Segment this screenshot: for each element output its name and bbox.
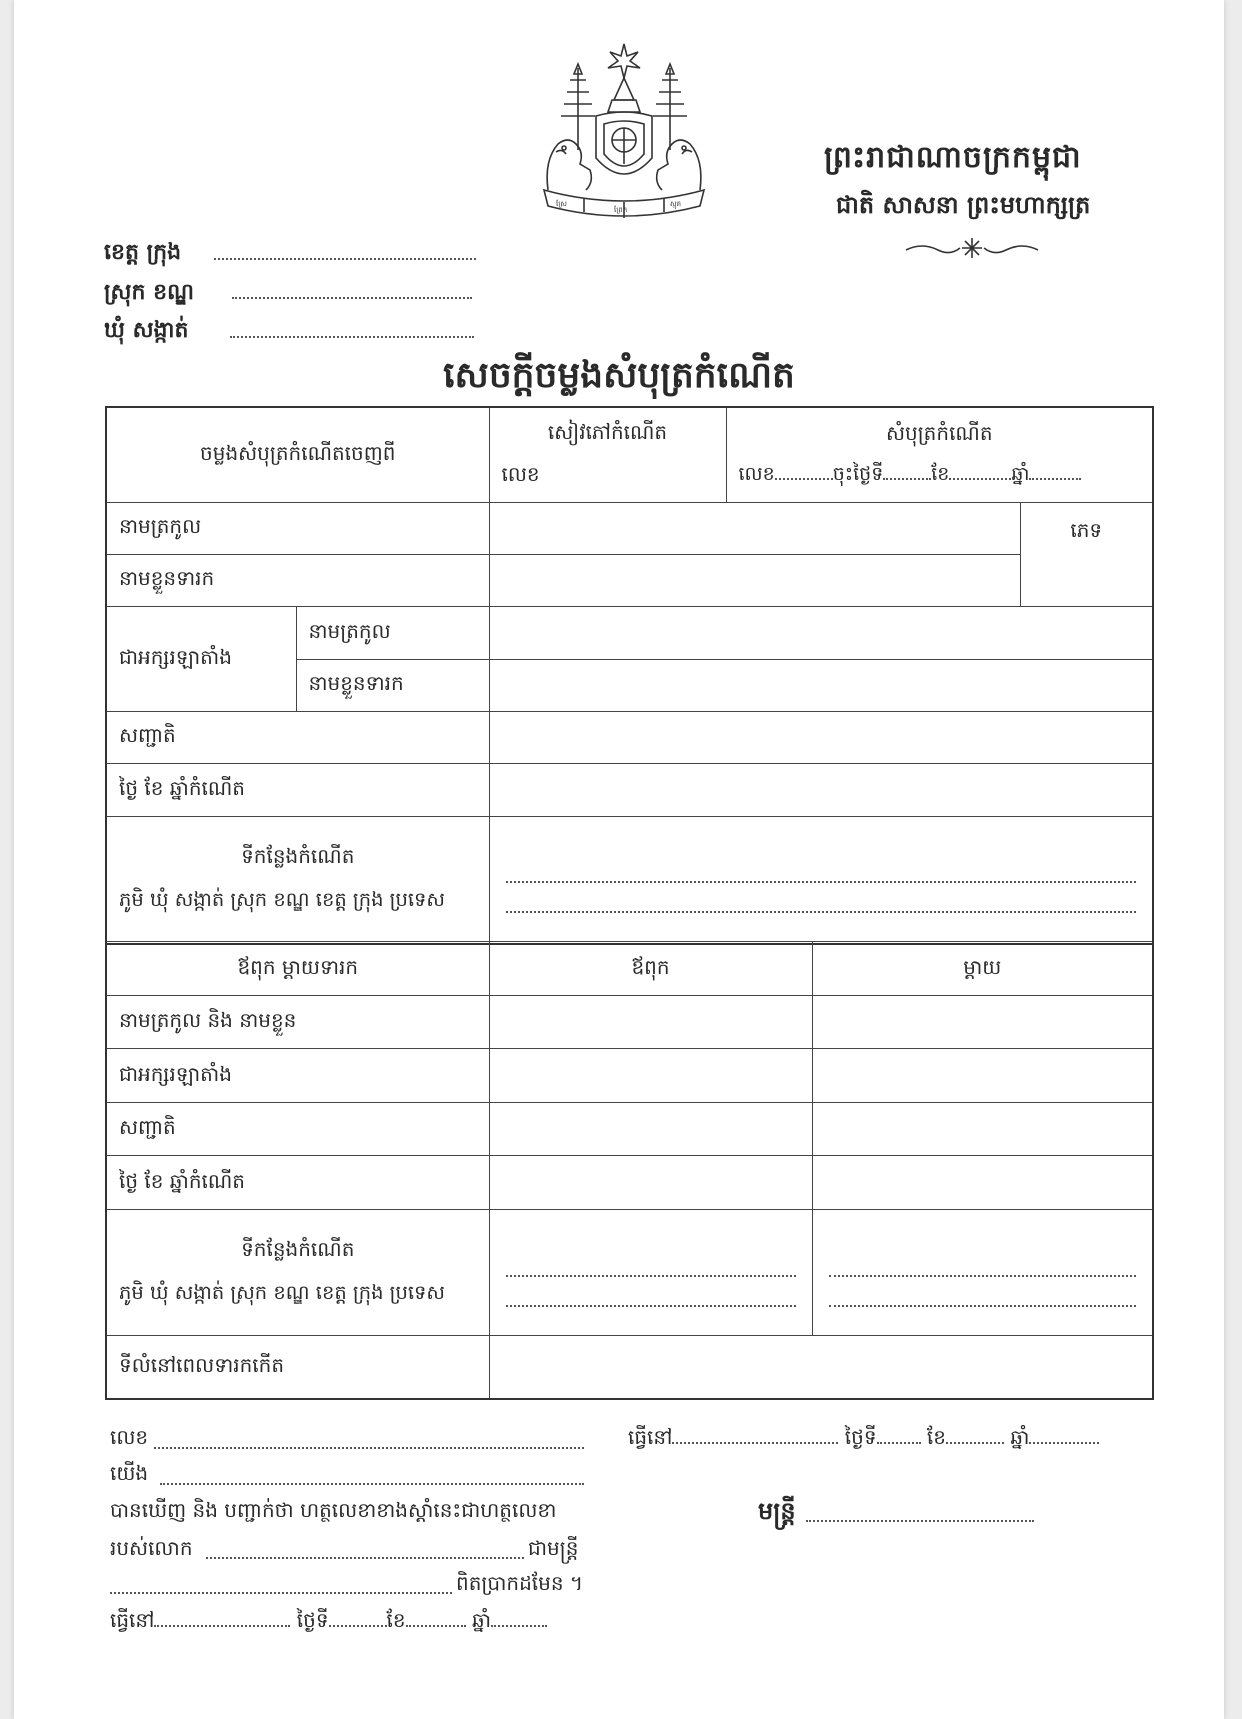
ornament-divider-icon — [902, 236, 1042, 260]
document-title: សេចក្តីចម្លងសំបុត្រកំណើត — [443, 355, 795, 396]
district-label: ស្រុក ខណ្ឌ — [104, 280, 194, 305]
footer-date-line — [110, 1607, 547, 1637]
cert-date-label: ចុះថ្ងៃទី — [832, 462, 884, 485]
right-month-label: ខែ — [926, 1425, 946, 1449]
district-field[interactable] — [232, 297, 472, 299]
footer-we-label: យើង — [110, 1461, 149, 1485]
right-day-field[interactable] — [877, 1442, 921, 1444]
parent-latin-label: ជាអក្សរឡាតាំង — [106, 1049, 489, 1103]
province-label: ខេត្ត ក្រុង — [104, 240, 182, 265]
right-made-at-field[interactable] — [672, 1442, 838, 1444]
child-birthplace-cell — [106, 816, 489, 944]
child-nationality-field[interactable] — [489, 711, 1153, 763]
footer-made-at-field[interactable] — [154, 1625, 290, 1627]
sex-label: ភេទ — [1020, 502, 1153, 606]
father-birthplace-field[interactable] — [489, 1210, 812, 1336]
register-book-cell — [489, 407, 726, 502]
document-page — [14, 0, 1224, 1719]
right-year-label: ឆ្នាំ — [1010, 1425, 1030, 1449]
commune-field[interactable] — [230, 336, 474, 338]
cert-month-label: ខែ — [931, 462, 950, 485]
parents-header-label: ឪពុក ម្តាយទារក — [106, 942, 489, 996]
footer-day-label: ថ្ងៃទី — [296, 1608, 329, 1632]
child-dob-label: ថ្ងៃ ខែ ឆ្នាំកំណើត — [106, 763, 489, 816]
cert-month-field[interactable] — [949, 478, 1011, 480]
mother-nationality-field[interactable] — [812, 1103, 1153, 1156]
footer-year-label: ឆ្នាំ — [471, 1608, 491, 1632]
parent-fullname-label: នាមត្រកូល និង នាមខ្លួន — [106, 996, 489, 1049]
footer-true-label: ពិតប្រាកដមែន ។ — [456, 1571, 584, 1595]
emblem-label: ព្រែក — [614, 206, 628, 214]
child-birthplace-field[interactable] — [489, 816, 1153, 944]
footer-month-label: ខែ — [386, 1608, 406, 1632]
parent-birthplace-label: ទីកន្លែងកំណើត — [241, 1237, 355, 1261]
latin-label: ជាអក្សរឡាតាំង — [106, 606, 296, 711]
kingdom-title: ព្រះរាជាណាចក្រកម្ពុជា — [824, 140, 1082, 175]
child-surname-label: នាមត្រកូល — [106, 502, 489, 554]
register-book-label: សៀវភៅកំណើត — [547, 419, 668, 444]
footer-official-label: ជាមន្ត្រី — [528, 1536, 579, 1560]
residence-field[interactable] — [489, 1336, 1153, 1399]
cert-number-field[interactable] — [775, 478, 833, 480]
national-motto: ជាតិ សាសនា ព្រះមហាក្សត្រ — [836, 191, 1091, 219]
footer-we-field[interactable] — [160, 1483, 584, 1485]
latin-surname-field[interactable] — [489, 606, 1153, 659]
footer-of-field[interactable] — [206, 1557, 524, 1559]
footer-day-field[interactable] — [329, 1625, 387, 1627]
right-made-at-label: ធ្វើនៅ — [628, 1425, 673, 1449]
footer-official-field[interactable] — [110, 1592, 452, 1594]
child-birthplace-label: ទីកន្លែងកំណើត — [241, 844, 355, 869]
child-dob-field[interactable] — [489, 763, 1153, 816]
right-date-line — [628, 1424, 1099, 1454]
footer-month-field[interactable] — [406, 1625, 466, 1627]
footer-number-label: លេខ — [110, 1425, 149, 1449]
footer-made-at-label: ធ្វើនៅ — [110, 1608, 155, 1632]
parent-birthplace-cell — [106, 1210, 489, 1336]
cert-year-field[interactable] — [1029, 478, 1081, 480]
footer-certify-text: បានឃើញ និង បញ្ជាក់ថា ហត្ថលេខាខាងស្តាំនេះជាហត្ថលេខា — [110, 1498, 557, 1522]
officer-signature-field[interactable] — [806, 1520, 1034, 1522]
cert-number-label: លេខ — [738, 462, 775, 485]
copied-from-label: ចម្លងសំបុត្រកំណើតចេញពី — [106, 407, 489, 502]
cert-year-label: ឆ្នាំ — [1011, 462, 1030, 485]
child-nationality-label: សញ្ជាតិ — [106, 711, 489, 763]
commune-label: ឃុំ សង្កាត់ — [104, 318, 189, 343]
parent-dob-label: ថ្ងៃ ខែ ឆ្នាំកំណើត — [106, 1156, 489, 1210]
cert-day-field[interactable] — [883, 478, 931, 480]
right-year-field[interactable] — [1029, 1442, 1099, 1444]
father-column-label: ឪពុក — [489, 942, 812, 996]
child-surname-field[interactable] — [489, 502, 1020, 554]
latin-given-field[interactable] — [489, 659, 1153, 711]
father-fullname-field[interactable] — [489, 996, 812, 1049]
parents-info-table — [105, 941, 1154, 1400]
latin-given-label: នាមខ្លួនទារក — [296, 659, 489, 711]
mother-birthplace-field[interactable] — [812, 1210, 1153, 1336]
parent-birthplace-detail: ភូមិ ឃុំ សង្កាត់ ស្រុក ខណ្ឌ ខេត្ត ក្រុង ប្រទេស — [119, 1281, 445, 1304]
latin-surname-label: នាមត្រកូល — [296, 606, 489, 659]
mother-fullname-field[interactable] — [812, 996, 1153, 1049]
child-birthplace-detail: ភូមិ ឃុំ សង្កាត់ ស្រុក ខណ្ឌ ខេត្ត ក្រុង ប្រទេស — [119, 888, 445, 912]
parent-nationality-label: សញ្ជាតិ — [106, 1103, 489, 1156]
emblem-label: ស្មុគ — [670, 200, 682, 208]
right-month-field[interactable] — [946, 1442, 1004, 1444]
residence-label: ទីលំនៅពេលទារកកើត — [106, 1336, 489, 1399]
certificate-cell — [726, 407, 1153, 502]
mother-dob-field[interactable] — [812, 1156, 1153, 1210]
child-given-name-label: នាមខ្លួនទារក — [106, 554, 489, 606]
father-latin-field[interactable] — [489, 1049, 812, 1103]
footer-number-field[interactable] — [154, 1447, 584, 1449]
officer-label: មន្ត្រី — [758, 1497, 796, 1525]
right-day-label: ថ្ងៃទី — [844, 1425, 877, 1449]
mother-latin-field[interactable] — [812, 1049, 1153, 1103]
footer-year-field[interactable] — [491, 1625, 547, 1627]
register-number-label: លេខ — [501, 461, 540, 486]
child-info-table — [105, 406, 1154, 945]
father-nationality-field[interactable] — [489, 1103, 812, 1156]
child-given-name-field[interactable] — [489, 554, 1020, 606]
certificate-label: សំបុត្រកំណើត — [885, 420, 993, 445]
mother-column-label: ម្តាយ — [812, 942, 1153, 996]
father-dob-field[interactable] — [489, 1156, 812, 1210]
emblem-label: ស្រែ — [556, 200, 567, 208]
province-field[interactable] — [214, 258, 476, 260]
footer-of-label: របស់លោក — [110, 1536, 193, 1560]
royal-emblem-icon — [534, 40, 714, 225]
